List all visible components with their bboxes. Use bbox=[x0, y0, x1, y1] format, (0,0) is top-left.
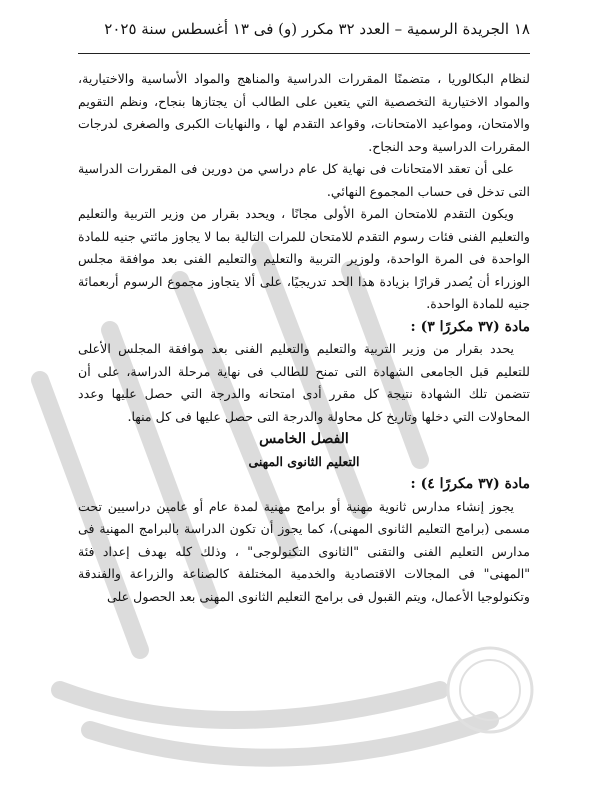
paragraph-3: ويكون التقدم للامتحان المرة الأولى مجانًا ، ويحدد بقرار من وزير التربية والتعليم والتعليم الفنى فئات رسوم التقدم للامتحان للمرات التالية بما لا يجاوز مائتي جنيه للمادة الواحدة فى المرة الواحدة، ولوزير التربية والتعليم والتعليم الفنى بعد موافقة مجلس الوزراء أن يُصدر قرارًا بزيادة هذا الحد تدريجيًا، على ألا يتجاوز مجموع الرسوم أربعمائة جنيه للمادة الواحدة. bbox=[78, 206, 530, 311]
paragraph-5: يجوز إنشاء مدارس ثانوية مهنية أو برامج مهنية لمدة عام أو عامين دراسيين تحت مسمى (برامج التعليم الثانوى المهنى)، كما يجوز أن تكون الدراسة بالبرامج المهنية فى مدارس التعليم الفنى والتقنى "الثانوى التكنولوجى" ، وذلك كله بهدف إعداد فئة "المهنى" فى المجالات الاقتصادية والخدمية المختلفة كالصناعة والزراعة والفندقة وتكنولوجيا الأعمال، ويتم القبول فى برامج التعليم الثانوى المهنى بعد الحصول على bbox=[78, 498, 530, 604]
document-body bbox=[78, 68, 530, 608]
chapter-title: الفصل الخامس bbox=[259, 431, 349, 447]
paragraph-2: على أن تعقد الامتحانات فى نهاية كل عام دراسي من دورين فى المقررات الدراسية التى تدخل فى حساب المجموع النهائي. bbox=[78, 161, 530, 199]
article-heading-37-bis-3: مادة (٣٧ مكررًا ٣) : bbox=[410, 318, 530, 335]
header-divider bbox=[78, 53, 530, 54]
page-header: ١٨ الجريدة الرسمية – العدد ٣٢ مكرر (و) فى ١٣ أغسطس سنة ٢٠٢٥ bbox=[104, 20, 530, 38]
paragraph-4: يحدد بقرار من وزير التربية والتعليم والتعليم الفنى بعد موافقة المجلس الأعلى للتعليم قبل الجامعى الشهادة التى تمنح للطالب فى نهاية مرحلة الدراسة، على أن تتضمن تلك الشهادة نتيجة كل مقرر أدى امتحانه والدرجة التي حصل عليها وعدد المحاولات التي دخلها وتاريخ كل محاولة والدرجة التى حصل عليها فى كل منها. bbox=[78, 341, 530, 424]
article-heading-37-bis-4: مادة (٣٧ مكررًا ٤) : bbox=[410, 476, 530, 492]
chapter-subtitle: التعليم الثانوى المهنى bbox=[248, 453, 360, 469]
paragraph-1: لنظام البكالوريا ، متضمنًا المقررات الدراسية والمناهج والمواد الأساسية والاختيارية، والمواد الاختيارية التخصصية التي يتعين على الطالب أن يجتازها بنجاح، ونظم التقويم والامتحان، ومواعيد الامتحانات، وقواعد التقدم لها ، والنهايات الكبرى والصغرى لدرجات المقررات الدراسية وحد النجاح. bbox=[78, 71, 530, 154]
